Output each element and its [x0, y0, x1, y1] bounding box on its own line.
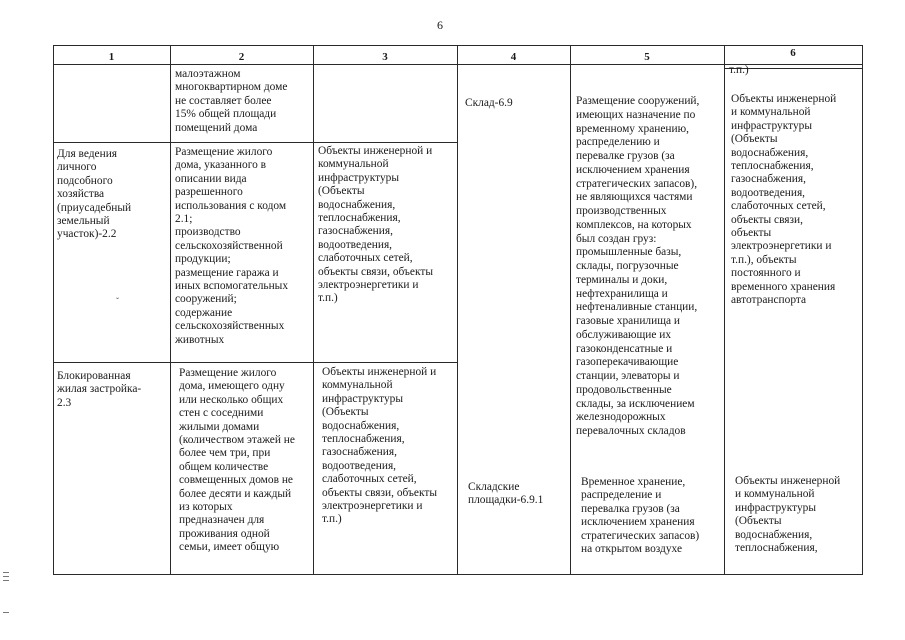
cell-col5-storage-desc: Размещение сооружений, имеющих назначение по временному хранению, распределению и перевалке грузов (за исключением хранения стратегических запасов), не являющихся частями производственных комплексов, на которых был создан груз: промышленные базы, склады, погрузочные терминалы и доки, нефтехранилища и нефтеналивные станции, газовые хранилища и обслуживающие их газоконденсатные и газоперекачивающие станции, элеваторы и продовольственные склады, за исключением железнодорожных перевалочных складов [576, 95, 700, 437]
table-border-right [862, 45, 863, 575]
margin-mark-1 [3, 572, 9, 573]
margin-mark-2 [3, 576, 9, 577]
cell-row1-col3: Объекты инженерной и коммунальной инфраструктуры (Объекты водоснабжения, теплоснабжения, газоснабжения, водоотведения, слаботочных сетей, объекты связи, объекты электроэнергетики и т.п.) [318, 145, 433, 305]
cell-col5-yards-desc: Временное хранение, распределение и перевалка грузов (за исключением хранения стратегических запасов) на открытом воздухе [581, 476, 700, 556]
cell-row2-col3: Объекты инженерной и коммунальной инфраструктуры (Объекты водоснабжения, теплоснабжения, газоснабжения, водоотведения, слаботочных сетей, объекты связи, объекты электроэнергетики и т.п.) [322, 366, 437, 526]
cell-row1-col2: Размещение жилого дома, указанного в описании вида разрешенного использования с кодом 2.1; производство сельскохозяйственной продукции; размещение гаража и иных вспомогательных сооружений; содержание сельскохозяйственных животных [175, 146, 289, 346]
cell-col6-yards-objects: Объекты инженерной и коммунальной инфраструктуры (Объекты водоснабжения, теплоснабжения, [735, 475, 841, 555]
table-bottom-border [53, 574, 863, 575]
cell-col6-top: т.п.) [729, 64, 749, 76]
cell-top-col2: малоэтажном многоквартирном доме не составляет более 15% общей площади помещений дома [175, 68, 288, 134]
column-divider-5-6 [724, 45, 725, 575]
scan-artifact-mark: ˇ [116, 296, 119, 306]
cell-col4-storage-yards: Складские площадки-6.9.1 [468, 481, 544, 507]
cell-row2-col2: Размещение жилого дома, имеющего одну или несколько общих стен с соседними жилыми домами (количеством этажей не более чем три, при общем количестве совмещенных домов не более десяти и каждый из которых предназначен для проживания одной семьи, имеет общую [179, 367, 295, 554]
column-header-1: 1 [108, 51, 115, 63]
column-header-2: 2 [238, 51, 245, 63]
cell-row1-col1: Для ведения личного подсобного хозяйства (приусадебный земельный участок)-2.2 [57, 148, 132, 241]
cell-col6-storage-objects: Объекты инженерной и коммунальной инфраструктуры (Объекты водоснабжения, теплоснабжения, газоснабжения, водоотведения, слаботочных сетей, объекты связи, объекты электроэнергетики и т.п.), объекты постоянного и временного хранения автотранспорта [731, 93, 837, 307]
column-divider-3-4 [457, 45, 458, 575]
column-divider-4-5 [570, 45, 571, 575]
column-header-4: 4 [510, 51, 517, 63]
row-divider-left-2 [53, 362, 457, 363]
column-header-3: 3 [382, 51, 388, 63]
column-header-5: 5 [644, 51, 650, 63]
column-header-6: 6 [790, 47, 796, 59]
row-divider-left-1 [53, 142, 457, 143]
column-divider-1-2 [170, 45, 171, 575]
margin-mark-3 [3, 580, 9, 581]
cell-col4-storage: Склад-6.9 [465, 97, 513, 109]
page-number: 6 [437, 18, 443, 32]
margin-mark-4 [3, 612, 9, 613]
column-divider-2-3 [313, 45, 314, 575]
table-border-left [53, 45, 54, 575]
cell-row2-col1: Блокированная жилая застройка- 2.3 [57, 370, 142, 409]
